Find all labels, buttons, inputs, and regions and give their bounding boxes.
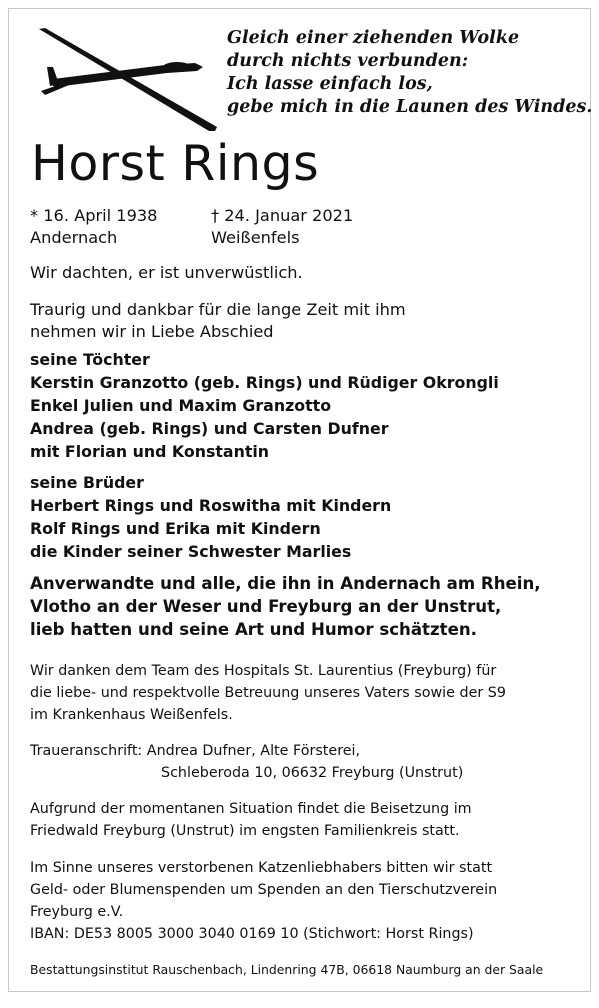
death-date: † 24. Januar 2021 [211, 206, 354, 225]
thanks-line: die liebe- und respektvolle Betreuung unseres Vaters sowie der S9 [30, 685, 506, 701]
poem-line: Gleich einer ziehenden Wolke [227, 28, 520, 48]
thanks-line: Wir danken dem Team des Hospitals St. Laurentius (Freyburg) für [30, 663, 497, 679]
burial-line: Aufgrund der momentanen Situation findet die Beisetzung im [30, 801, 472, 817]
poem-line: Ich lasse einfach los, [227, 74, 433, 94]
family-line: die Kinder seiner Schwester Marlies [30, 542, 352, 561]
deceased-name: Horst Rings [31, 135, 320, 192]
address-line: Traueranschrift: Andrea Dufner, Alte Försterei, [30, 743, 361, 759]
donation-line: Freyburg e.V. [30, 904, 124, 920]
family-line: Kerstin Granzotto (geb. Rings) und Rüdiger Okrongli [30, 373, 499, 392]
family-line: Andrea (geb. Rings) und Carsten Dufner [30, 419, 389, 438]
poem-line: durch nichts verbunden: [227, 51, 469, 71]
birth-date: * 16. April 1938 [30, 206, 158, 225]
poem-line: gebe mich in die Launen des Windes. [227, 97, 593, 117]
obituary-notice [8, 8, 591, 992]
donation-line: Im Sinne unseres verstorbenen Katzenliebhabers bitten wir statt [30, 860, 493, 876]
intro-line: nehmen wir in Liebe Abschied [30, 322, 274, 341]
death-place: Weißenfels [211, 228, 300, 247]
intro-line: Traurig und dankbar für die lange Zeit mit ihm [30, 300, 406, 319]
family-line: seine Töchter [30, 350, 150, 369]
family-line: seine Brüder [30, 473, 144, 492]
family-line: Herbert Rings und Roswitha mit Kindern [30, 496, 392, 515]
relatives-line: lieb hatten und seine Art und Humor schätzten. [30, 620, 477, 639]
iban-line: IBAN: DE53 8005 3000 3040 0169 10 (Stichwort: Horst Rings) [30, 926, 474, 942]
poem [227, 27, 593, 119]
footer-funeral-home: Bestattungsinstitut Rauschenbach, Lindenring 47B, 06618 Naumburg an der Saale [30, 962, 544, 977]
birth-place: Andernach [30, 228, 118, 247]
address-line: Schleberoda 10, 06632 Freyburg (Unstrut) [161, 765, 464, 781]
donation-line: Geld- oder Blumenspenden um Spenden an den Tierschutzverein [30, 882, 498, 898]
intro-line: Wir dachten, er ist unverwüstlich. [30, 263, 303, 282]
family-line: Rolf Rings und Erika mit Kindern [30, 519, 321, 538]
thanks-line: im Krankenhaus Weißenfels. [30, 707, 233, 723]
relatives-line: Anverwandte und alle, die ihn in Andernach am Rhein, [30, 574, 541, 593]
burial-line: Friedwald Freyburg (Unstrut) im engsten Familienkreis statt. [30, 823, 460, 839]
relatives-line: Vlotho an der Weser und Freyburg an der Unstrut, [30, 597, 502, 616]
glider-icon [37, 27, 223, 135]
family-line: Enkel Julien und Maxim Granzotto [30, 396, 332, 415]
family-line: mit Florian und Konstantin [30, 442, 270, 461]
